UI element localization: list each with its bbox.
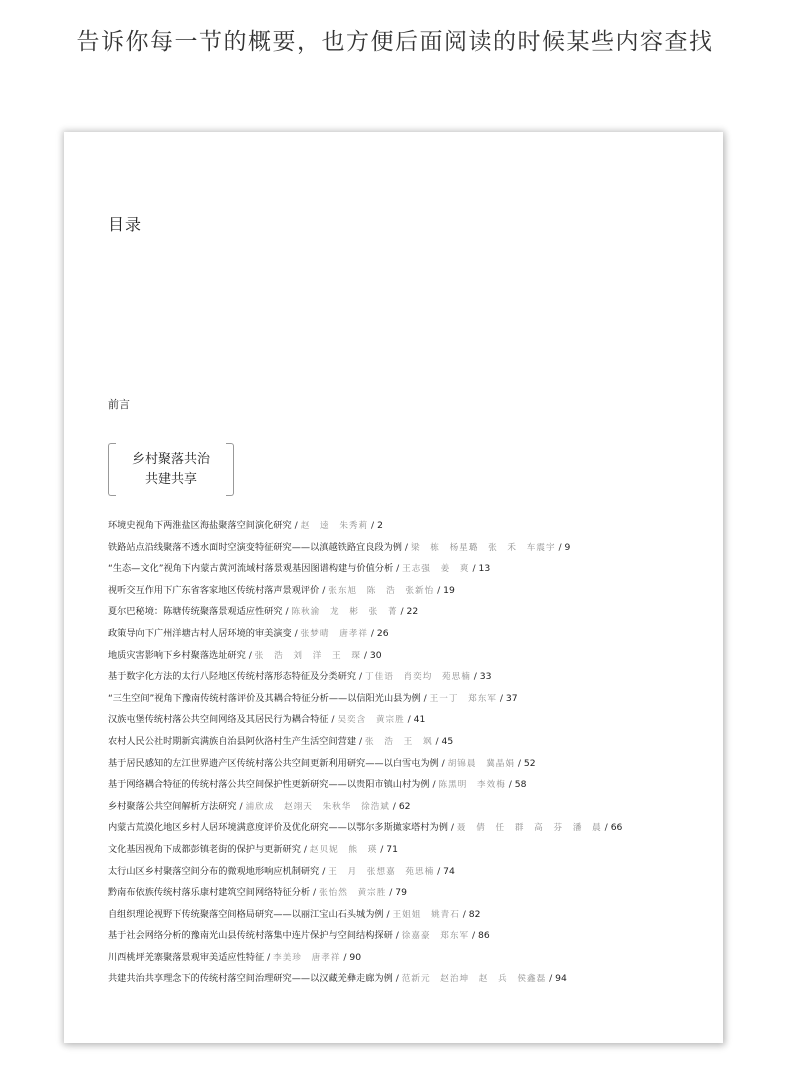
toc-entry[interactable] [108, 839, 708, 861]
entry-page-number: 62 [398, 800, 411, 812]
separator: / [392, 930, 402, 942]
separator: / [360, 649, 370, 661]
separator: / [383, 908, 393, 920]
entry-title: 汉族屯堡传统村落公共空间网络及其居民行为耦合特征 [108, 714, 329, 726]
separator: / [514, 757, 524, 769]
entry-page-number: 37 [505, 692, 518, 704]
toc-entry[interactable] [108, 623, 708, 645]
toc-entry[interactable] [108, 515, 708, 537]
entry-title: 铁路站点沿线聚落不透水面时空演变特征研究——以滇越铁路宜良段为例 [108, 541, 402, 553]
entry-page-number: 2 [377, 520, 383, 531]
entry-page-number: 74 [443, 865, 455, 877]
entry-page-number: 52 [523, 757, 536, 769]
separator: / [340, 951, 350, 963]
section-title [108, 450, 234, 490]
separator: / [392, 973, 402, 985]
separator: / [432, 735, 442, 747]
entry-authors: 梁 栋 杨星璐 张 禾 车震宇 [410, 542, 556, 553]
entry-authors: 王一丁 郑东军 [429, 693, 497, 704]
toc-entry[interactable] [108, 904, 708, 926]
toc-entry[interactable] [108, 558, 708, 580]
entry-page-number: 66 [610, 822, 623, 834]
entry-title: 共建共治共享理念下的传统村落空间治理研究——以汉藏羌彝走廊为例 [108, 973, 393, 985]
separator: / [356, 671, 365, 683]
toc-entry[interactable] [108, 925, 708, 947]
entry-authors: 王姐姐 姚青石 [392, 909, 460, 920]
entry-authors: 聂 倩 任 群 高 芬 潘 晨 [456, 823, 602, 834]
toc-entry[interactable] [108, 882, 708, 904]
separator: / [601, 822, 611, 834]
entry-title: 基于居民感知的左江世界遗产区传统村落公共空间更新利用研究——以白雪屯为例 [108, 757, 439, 769]
separator: / [389, 800, 399, 812]
entry-page-number: 41 [413, 714, 426, 726]
preface-link[interactable]: 前言 [108, 398, 130, 411]
entry-title: 政策导向下广州洋塘古村人居环境的审美演变 [108, 627, 292, 639]
separator: / [300, 843, 310, 855]
entry-authors: 浦欣成 赵翊天 朱秋华 徐浩斌 [245, 801, 390, 812]
entry-title: “三生空间”视角下豫南传统村落评价及其耦合特征分析——以信阳光山县为例 [108, 692, 421, 704]
entry-title: 乡村聚落公共空间解析方法研究 [108, 800, 237, 812]
toc-entry[interactable] [108, 753, 708, 775]
separator: / [291, 520, 301, 531]
entry-page-number: 90 [349, 951, 362, 963]
separator: / [469, 563, 479, 575]
entry-title: 基于数字化方法的太行八陉地区传统村落形态特征及分类研究 [108, 671, 357, 683]
entry-page-number: 9 [564, 541, 571, 553]
separator: / [434, 584, 444, 596]
entry-authors: 范新元 赵治坤 赵 兵 侯鑫磊 [401, 974, 547, 985]
separator: / [434, 865, 444, 877]
separator: / [367, 627, 377, 639]
entry-page-number: 71 [386, 843, 398, 855]
separator: / [546, 973, 556, 985]
toc-entry[interactable] [108, 666, 708, 688]
entry-title: 环境史视角下两淮盐区海盐聚落空间演化研究 [108, 520, 292, 531]
entry-page-number: 19 [443, 584, 455, 596]
entry-page-number: 30 [369, 649, 382, 661]
separator: / [377, 843, 387, 855]
separator: / [459, 908, 469, 920]
separator: / [282, 606, 292, 618]
entry-title: 基于社会网络分析的豫南光山县传统村落集中连片保护与空间结构探研 [108, 930, 393, 942]
entry-page-number: 94 [555, 973, 567, 985]
toc-entry[interactable] [108, 601, 708, 623]
toc-entry[interactable] [108, 645, 708, 667]
separator: / [393, 563, 403, 575]
entry-title: “生态—文化”视角下内蒙古黄河流域村落景观基因图谱构建与价值分析 [108, 563, 394, 575]
separator: / [319, 584, 329, 596]
entry-page-number: 82 [468, 908, 481, 920]
separator: / [420, 692, 430, 704]
entry-title: 川西桃坪羌寨聚落景观审美适应性特征 [108, 951, 265, 963]
toc-entry[interactable] [108, 537, 708, 559]
entry-page-number: 45 [441, 735, 454, 747]
toc-entry[interactable] [108, 688, 708, 710]
entry-authors: 李美珍 唐孝祥 [273, 952, 341, 963]
separator: / [402, 541, 411, 553]
entry-title: 农村人民公社时期新宾满族自治县阿伙洛村生产生活空间营建 [108, 735, 357, 747]
separator: / [470, 671, 480, 683]
separator: / [319, 865, 329, 877]
toc-entry[interactable] [108, 947, 708, 969]
entry-authors: 张 浩 王 飒 [365, 736, 433, 747]
entry-title: 黔南布依族传统村落乐康村建筑空间网络特征分析 [108, 887, 311, 899]
separator: / [386, 887, 396, 899]
entry-page-number: 22 [406, 606, 419, 618]
toc-entry[interactable] [108, 796, 708, 818]
entry-authors: 赵贝妮 熊 瑛 [309, 844, 378, 855]
entry-authors: 王 月 张想嘉 苑思楠 [328, 866, 435, 877]
entry-authors: 张东旭 陈 浩 张新怡 [328, 585, 435, 596]
separator: / [245, 649, 255, 661]
toc-page [64, 132, 723, 1043]
separator: / [236, 800, 246, 812]
entry-authors: 吴奕含 黄宗胜 [337, 715, 405, 726]
separator: / [438, 757, 448, 769]
separator: / [505, 779, 515, 791]
entry-title: 夏尔巴秘境：陈塘传统聚落景观适应性研究 [108, 606, 283, 618]
entry-authors: 陈黑明 李效梅 [438, 780, 506, 791]
entry-title: 太行山区乡村聚落空间分布的微观地形响应机制研究 [108, 865, 320, 877]
entry-title: 自组织理论视野下传统聚落空间格局研究——以丽江宝山石头城为例 [108, 908, 384, 920]
separator: / [397, 606, 407, 618]
entry-title: 内蒙古荒漠化地区乡村人居环境满意度评价及优化研究——以鄂尔多斯撖家塔村为例 [108, 822, 448, 834]
entry-authors: 张怡然 黄宗胜 [319, 888, 387, 899]
entry-authors: 赵 逵 朱秀莉 [300, 521, 369, 531]
separator: / [404, 714, 414, 726]
separator: / [356, 735, 365, 747]
entry-authors: 张 浩 刘 洋 王 琛 [254, 650, 361, 661]
entry-title: 地质灾害影响下乡村聚落选址研究 [108, 649, 246, 661]
section-title-line2: 共建共享 [144, 472, 197, 487]
entry-title: 基于网络耦合特征的传统村落公共空间保护性更新研究——以贵阳市镇山村为例 [108, 779, 430, 791]
separator: / [368, 520, 378, 531]
separator: / [310, 887, 320, 899]
separator: / [496, 692, 506, 704]
toc-entry[interactable] [108, 774, 708, 796]
entry-authors: 张梦晴 唐孝祥 [300, 628, 368, 639]
toc-entry[interactable] [108, 968, 708, 990]
entry-page-number: 58 [514, 779, 527, 791]
entry-page-number: 79 [395, 887, 407, 899]
toc-title: 目录 [108, 215, 143, 234]
separator: / [447, 822, 457, 834]
toc-entry[interactable] [108, 709, 708, 731]
entry-title: 文化基因视角下成都彭镇老街的保护与更新研究 [108, 843, 301, 855]
separator: / [469, 930, 478, 942]
separator: / [555, 541, 565, 553]
entry-authors: 王志强 姜 爽 [402, 564, 470, 575]
separator: / [291, 627, 301, 639]
entry-page-number: 26 [376, 627, 389, 639]
entry-title: 视听交互作用下广东省客家地区传统村落声景观评价 [108, 584, 320, 596]
toc-entry[interactable] [108, 580, 708, 602]
entry-authors: 丁佳语 肖奕均 苑思楠 [365, 672, 471, 683]
section-title-line1: 乡村聚落共治 [131, 452, 210, 467]
separator: / [429, 779, 439, 791]
entry-page-number: 33 [479, 671, 492, 683]
toc-entry[interactable] [108, 817, 708, 839]
entry-page-number: 13 [478, 563, 491, 575]
entry-page-number: 86 [477, 930, 490, 942]
caption-text: 告诉你每一节的概要，也方便后面阅读的时候某些内容查找 [76, 29, 714, 55]
separator: / [264, 951, 274, 963]
entry-authors: 胡锦晨 冀晶娟 [447, 758, 515, 769]
toc-entry[interactable] [108, 731, 708, 753]
section-heading [108, 443, 234, 496]
entry-authors: 徐嘉豪 郑东军 [401, 931, 470, 942]
separator: / [328, 714, 338, 726]
toc-entry[interactable] [108, 861, 708, 883]
entry-authors: 陈秋渝 龙 彬 张 菁 [291, 607, 398, 618]
toc-entry-list [108, 515, 708, 990]
